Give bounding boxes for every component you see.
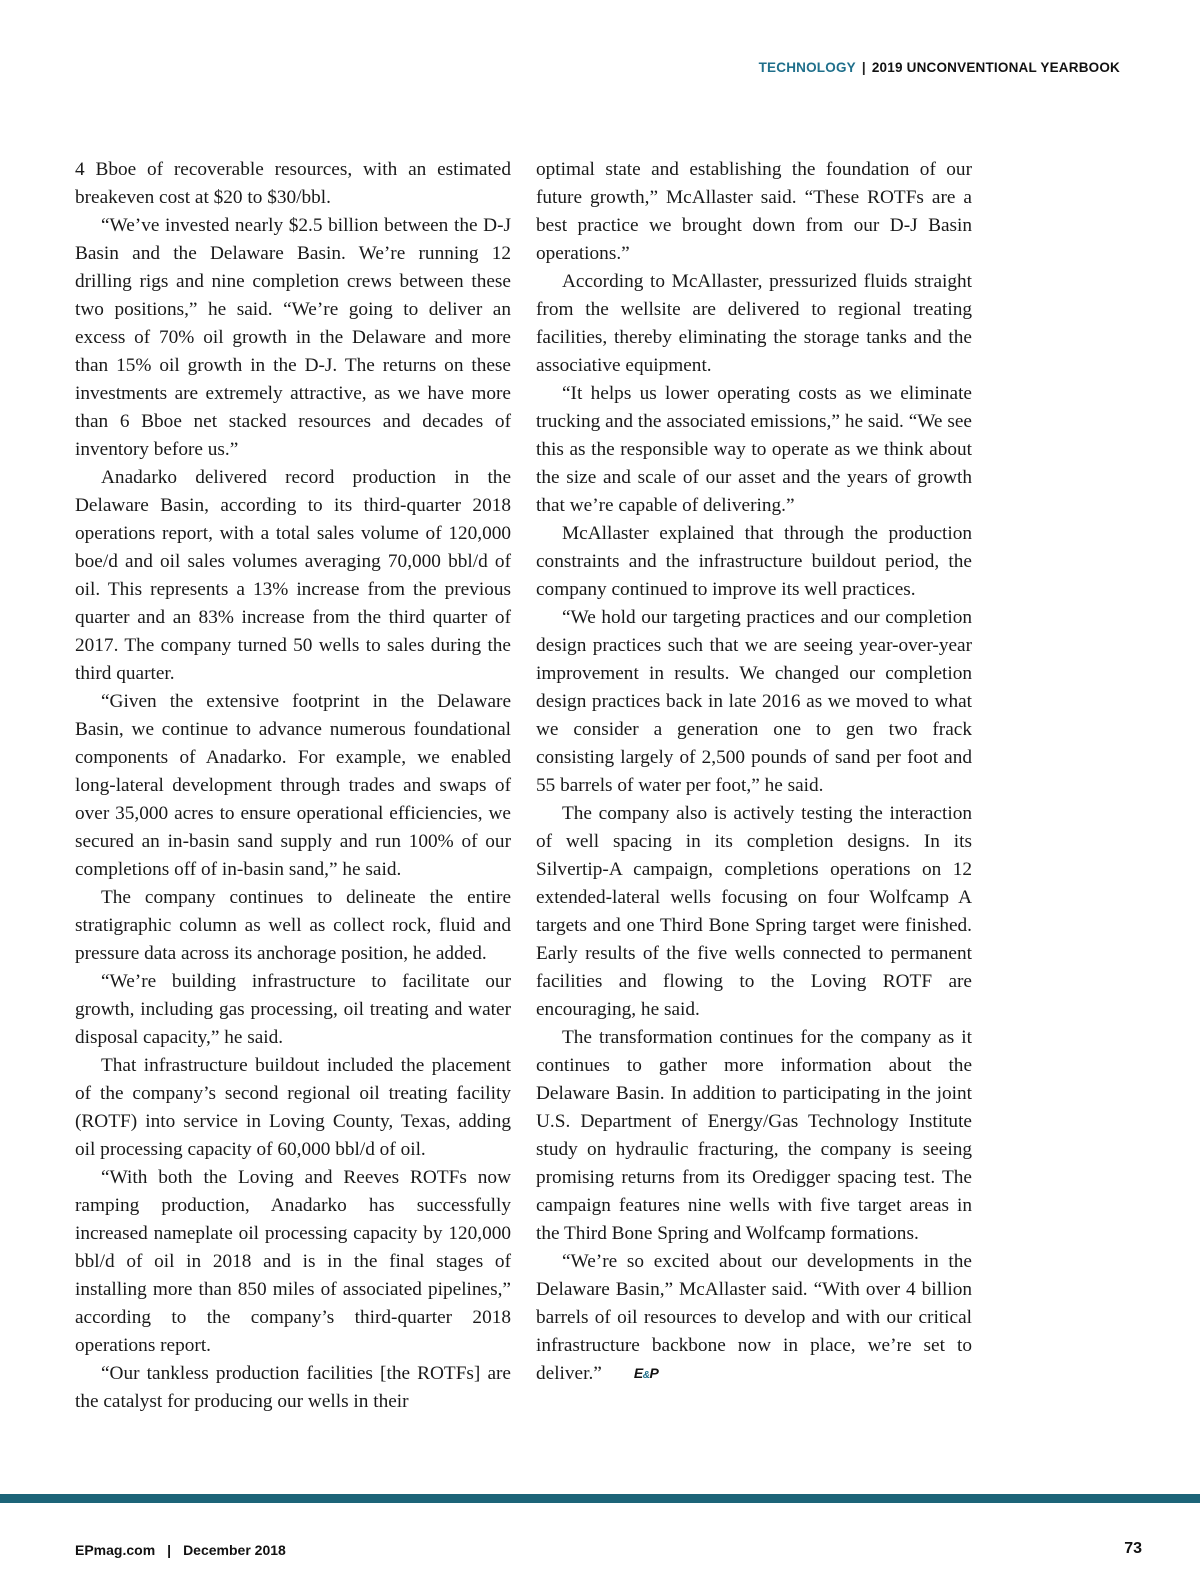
footer-site: EPmag.com [75,1542,156,1558]
footer-left [75,1542,286,1558]
paragraph: optimal state and establishing the foundation of our future growth,” McAllaster said. “These ROTFs are a best practice we brought down from our D-J Basin operations.” [536,159,972,264]
right-column [536,156,972,1388]
footer-date: December 2018 [183,1542,286,1558]
page-footer [75,1542,1142,1566]
header-separator: | [861,60,866,75]
logo-ampersand: & [642,1370,650,1381]
final-paragraph-text: “We’re so excited about our developments in the Delaware Basin,” McAllaster said. “With over 4 billion barrels of oil resources to develop and with our critical infrastructure backbone now in place, we’re set to deliver.” [536,1251,972,1384]
paragraph: According to McAllaster, pressurized fluids straight from the wellsite are delivered to regional treating facilities, thereby eliminating the storage tanks and the associative equipment. [536,271,972,376]
paragraph: The transformation continues for the company as it continues to gather more information about the Delaware Basin. In addition to participating in the joint U.S. Department of Energy/Gas Technology Institute study on hydraulic fracturing, the company is seeing promising returns from its Oredigger spacing test. The campaign features nine wells with five target areas in the Third Bone Spring and Wolfcamp formations. [536,1027,972,1244]
paragraph: McAllaster explained that through the production constraints and the infrastructure buildout period, the company continued to improve its well practices. [536,523,972,600]
paragraph: “Our tankless production facilities [the ROTFs] are the catalyst for producing our wells in their [75,1363,511,1412]
paragraph: “We’ve invested nearly $2.5 billion between the D-J Basin and the Delaware Basin. We’re running 12 drilling rigs and nine completion crews between these two positions,” he said. “We’re going to deliver an excess of 70% oil growth in the Delaware and more than 15% oil growth in the D-J. The returns on these investments are extremely attractive, as we have more than 6 Bboe net stacked resources and decades of inventory before us.” [75,215,511,460]
paragraph: “It helps us lower operating costs as we eliminate trucking and the associated emissions,” he said. “We see this as the responsible way to operate as we think about the size and scale of our asset and the years of growth that we’re capable of delivering.” [536,383,972,516]
paragraph: “With both the Loving and Reeves ROTFs now ramping production, Anadarko has successfully increased nameplate oil processing capacity by 120,000 bbl/d of oil in 2018 and is in the final stages of installing more than 850 miles of associated pipelines,” according to the company’s third-quarter 2018 operations report. [75,1167,511,1356]
publication-title: 2019 UNCONVENTIONAL YEARBOOK [871,60,1120,75]
page-number: 73 [1124,1540,1142,1557]
paragraph: The company also is actively testing the interaction of well spacing in its completion designs. In its Silvertip-A campaign, completions operations on 12 extended-lateral wells focusing on four Wolfcamp A targets and one Third Bone Spring target were finished. Early results of the five wells connected to permanent facilities and flowing to the Loving ROTF are encouraging, he said. [536,803,972,1020]
paragraph: “We hold our targeting practices and our completion design practices such that we are seeing year-over-year improvement in results. We changed our completion design practices back in late 2016 as we moved to what we consider a generation one to gen two frack consisting largely of 2,500 pounds of sand per foot and 55 barrels of water per foot,” he said. [536,607,972,796]
section-label: TECHNOLOGY [758,60,856,75]
logo-letter: P [649,1365,659,1381]
paragraph: The company continues to delineate the entire stratigraphic column as well as collect rock, fluid and pressure data across its anchorage position, he added. [75,887,511,964]
footer-rule [0,1494,1200,1503]
final-paragraph [536,1248,972,1388]
left-column [75,156,511,1416]
paragraph: That infrastructure buildout included the placement of the company’s second regional oil treating facility (ROTF) into service in Loving County, Texas, adding oil processing capacity of 60,000 bbl/d of oil. [75,1055,511,1160]
logo-letter: E [633,1365,643,1381]
running-header [759,60,1120,75]
paragraph: “Given the extensive footprint in the Delaware Basin, we continue to advance numerous foundational components of Anadarko. For example, we enabled long-lateral development through trades and swaps of over 35,000 acres to ensure operational efficiencies, we secured an in-basin sand supply and run 100% of our completions off of in-basin sand,” he said. [75,691,511,880]
paragraph: 4 Bboe of recoverable resources, with an estimated breakeven cost at $20 to $30/bbl. [75,159,511,208]
footer-separator: | [167,1542,172,1558]
paragraph: “We’re building infrastructure to facilitate our growth, including gas processing, oil treating and water disposal capacity,” he said. [75,971,511,1048]
paragraph: Anadarko delivered record production in the Delaware Basin, according to its third-quarter 2018 operations report, with a total sales volume of 120,000 boe/d and oil sales volumes averaging 70,000 bbl/d of oil. This represents a 13% increase from the previous quarter and an 83% increase from the third quarter of 2017. The company turned 50 wells to sales during the third quarter. [75,467,511,684]
ep-end-mark-logo [608,1366,658,1383]
